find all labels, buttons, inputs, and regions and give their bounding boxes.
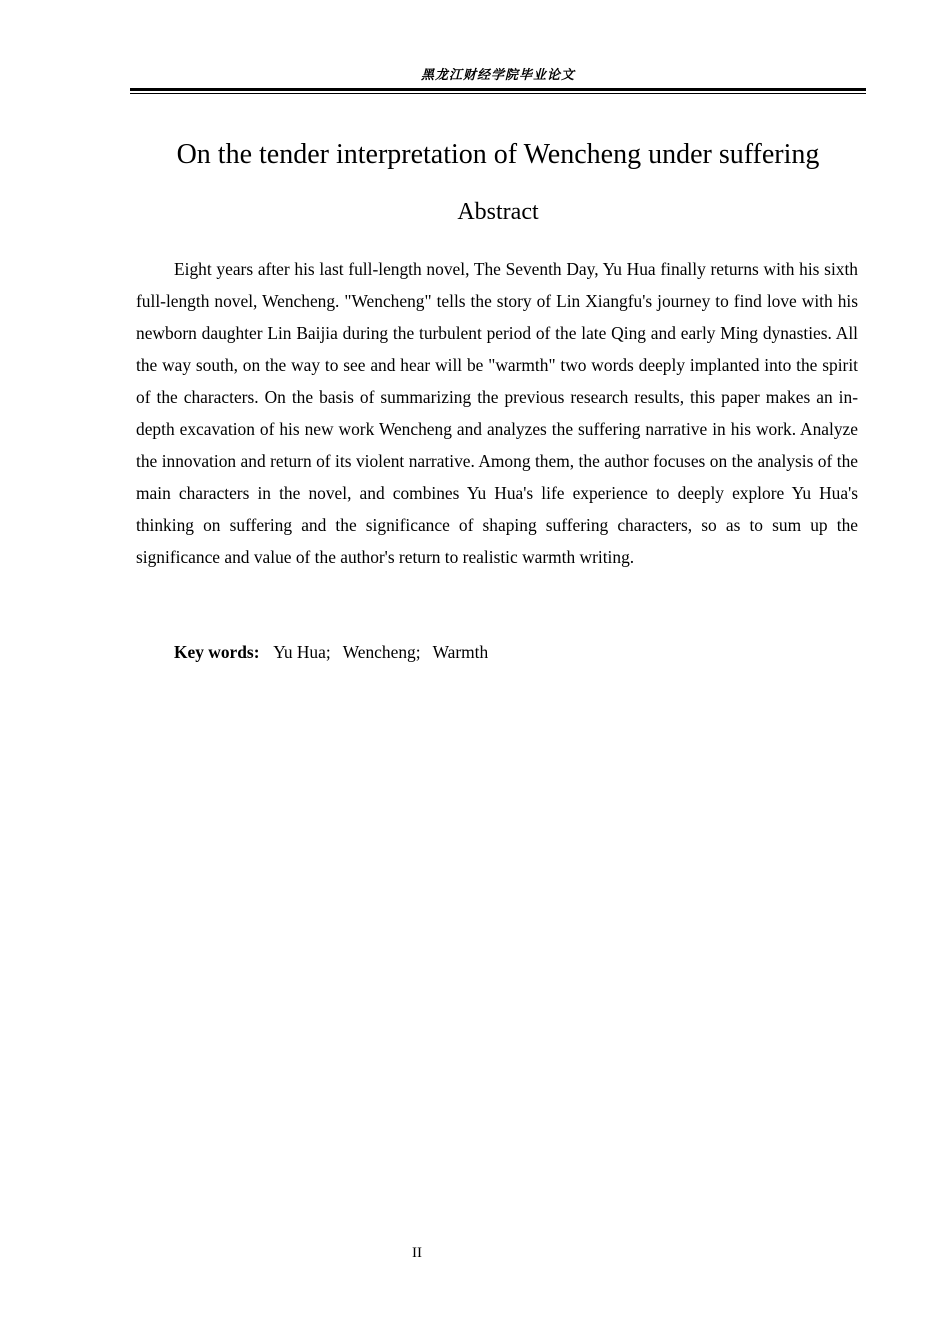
paper-title: On the tender interpretation of Wencheng under suffering xyxy=(176,139,820,170)
keyword-item: Wencheng xyxy=(342,642,416,662)
abstract-body: Eight years after his last full-length novel, The Seventh Day, Yu Hua finally returns with his sixth full-length novel, Wencheng. "Wencheng" tells the story of Lin Xiangfu's journey to find love with his newborn daughter Lin Baijia during the turbulent period of the late Qing and early Ming dynasties. All the way south, on the way to see and hear will be "warmth" two words deeply implanted into the spirit of the characters. On the basis of summarizing the previous research results, this paper makes an in-depth excavation of his new work Wencheng and analyzes the suffering narrative in his work. Analyze the innovation and return of its violent narrative. Among them, the author focuses on the analysis of the main characters in the novel, and combines Yu Hua's life experience to deeply explore Yu Hua's thinking on suffering and the significance of shaping suffering characters, so as to sum up the significance and value of the author's return to realistic warmth writing. xyxy=(136,259,858,567)
header-rule-thick xyxy=(130,88,866,91)
keyword-item: Yu Hua xyxy=(273,642,326,662)
abstract-heading: Abstract xyxy=(457,199,539,225)
keyword-item: Warmth xyxy=(432,642,489,662)
running-header: 黑龙江财经学院毕业论文 xyxy=(420,68,575,83)
keyword-separator: ; xyxy=(415,642,421,662)
keywords-line xyxy=(174,636,488,668)
keywords-label: Key words: xyxy=(174,642,260,662)
page-number: II xyxy=(412,1245,422,1261)
header-rule-thin xyxy=(130,93,866,94)
keyword-separator: ; xyxy=(325,642,331,662)
